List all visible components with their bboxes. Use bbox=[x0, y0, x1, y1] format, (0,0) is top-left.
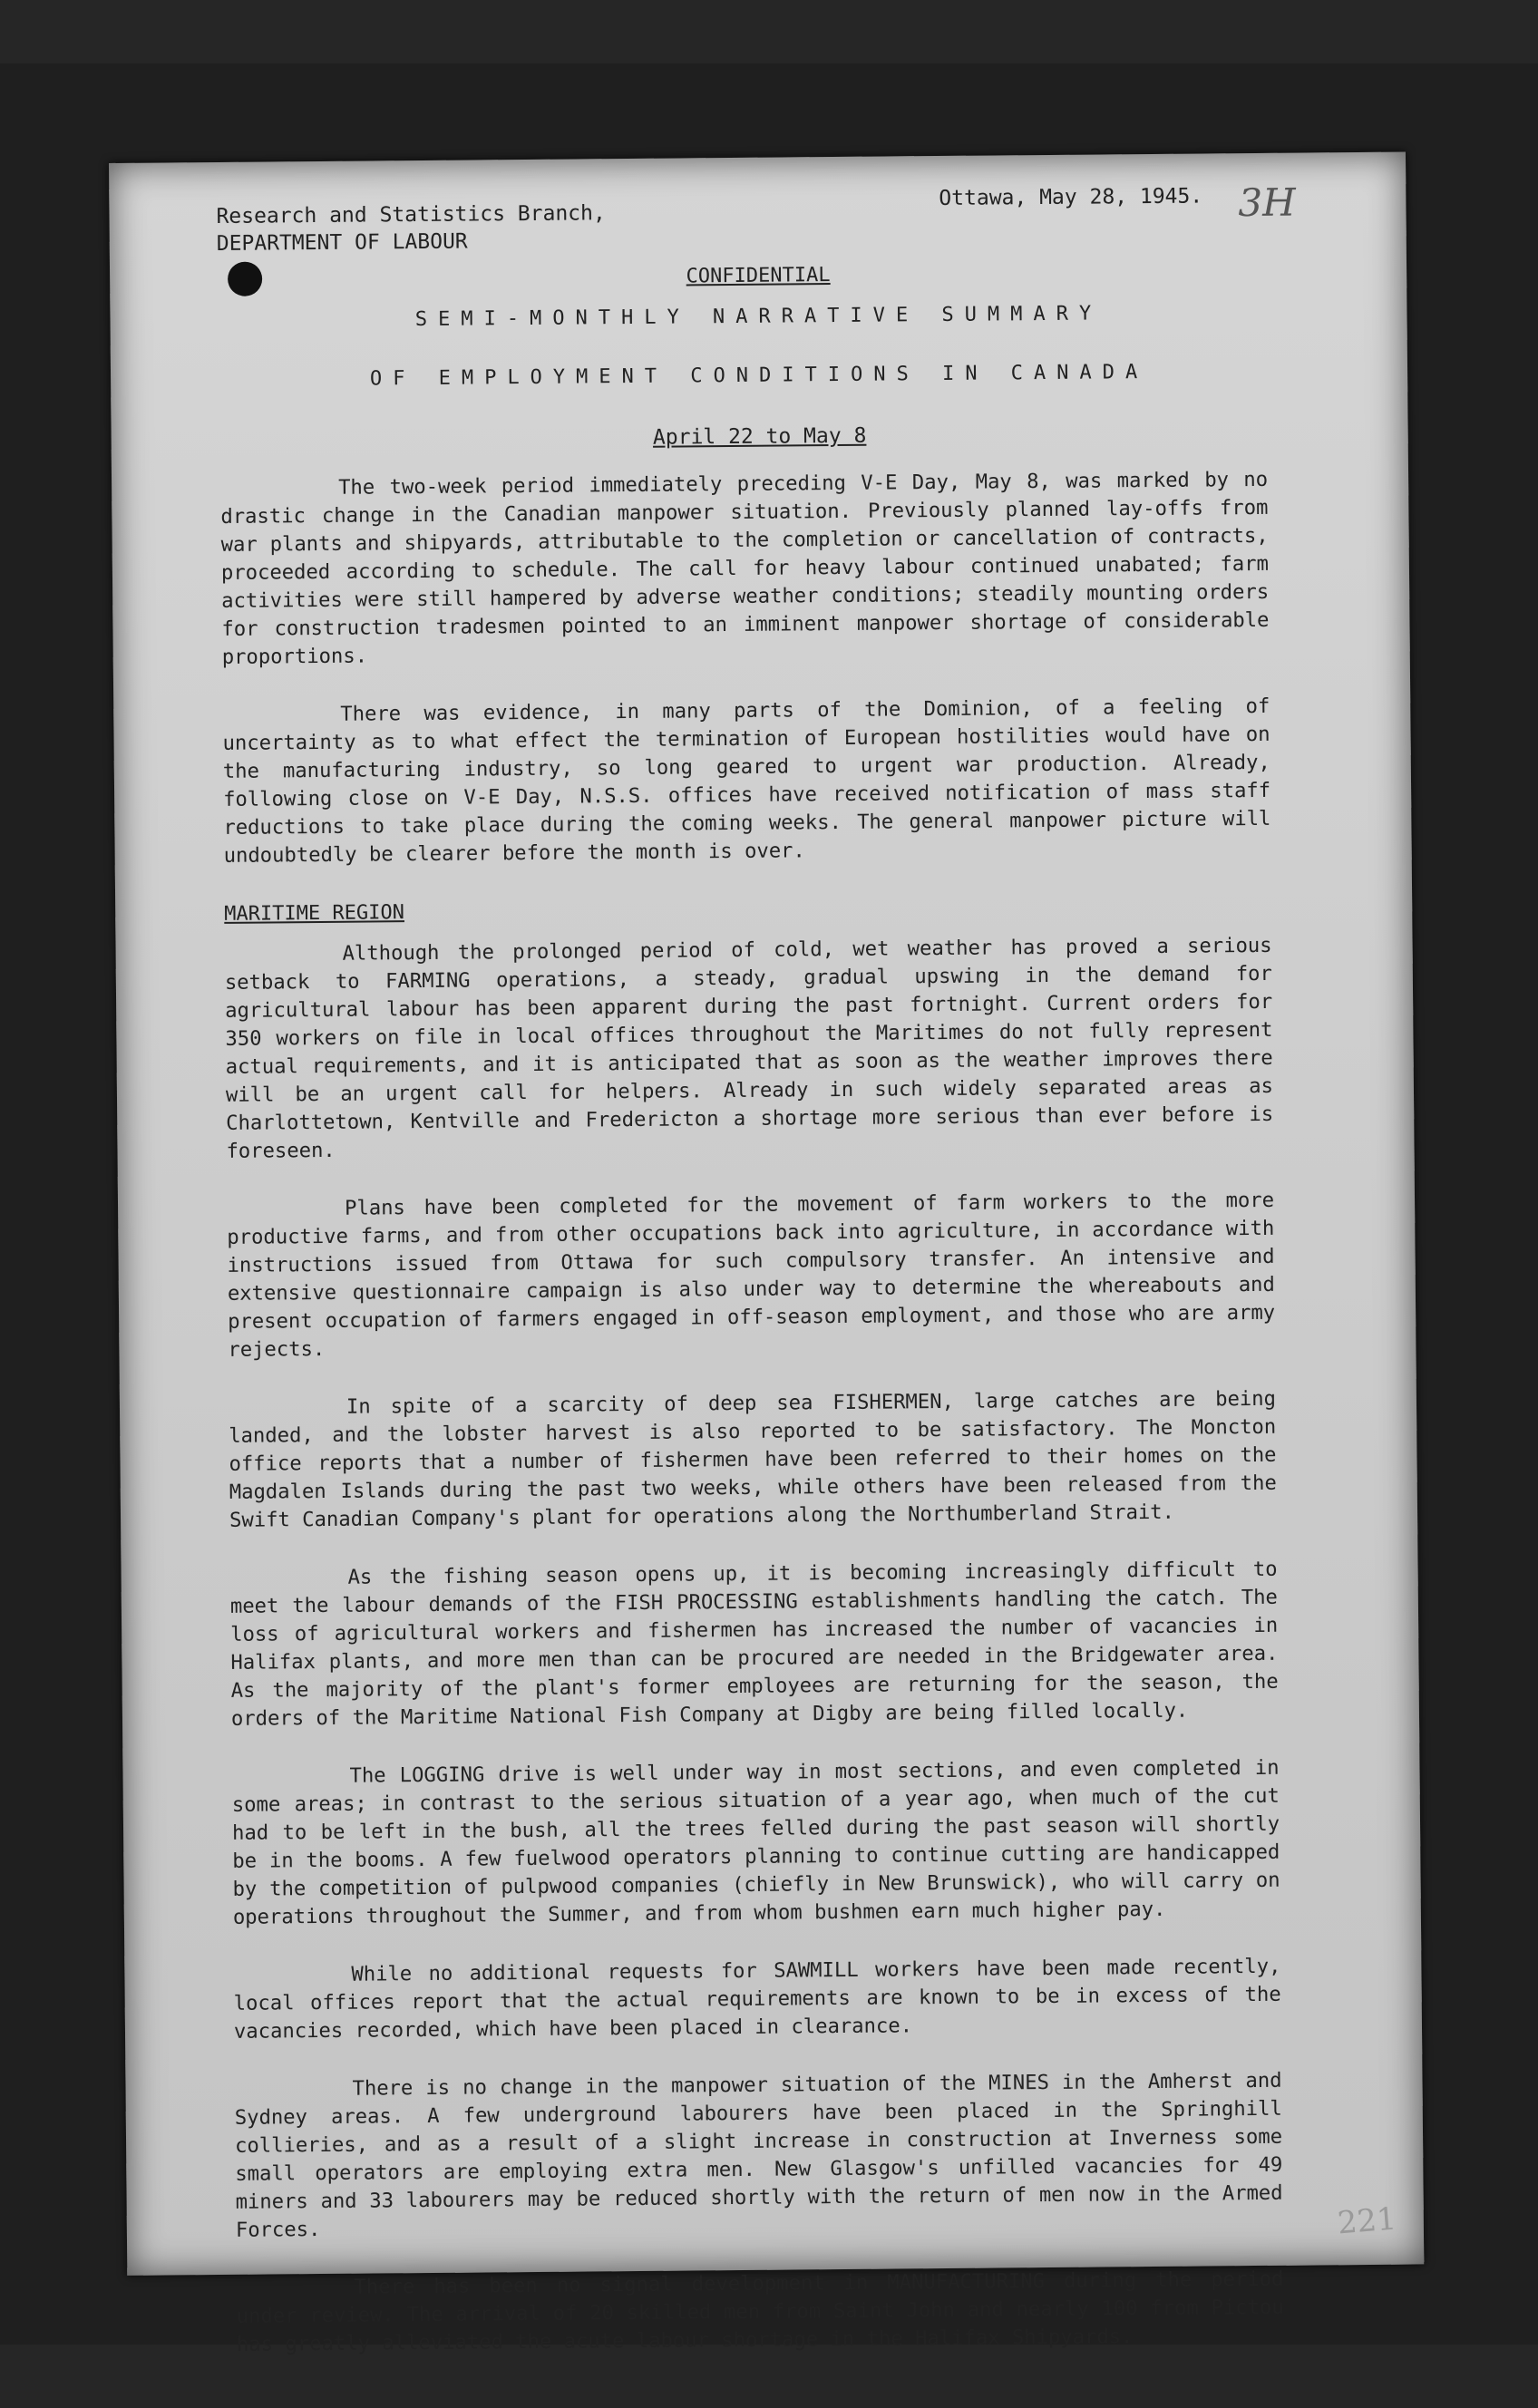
maritime-paragraph-sawmill: While no additional requests for SAWMILL workers have been made recently, local offices report that the actual requirements are known to be in excess of the vacancies recorded, which have been placed in clearance. bbox=[233, 1954, 1281, 2044]
film-edge-top bbox=[0, 0, 1538, 63]
report-period: April 22 to May 8 bbox=[652, 423, 867, 450]
maritime-paragraph-farming: Although the prolonged period of cold, wet weather has proved a serious setback to FARMING operations, a steady, gradual upswing in the demand for agricultural labour has been apparent during the past fortnight. Current orders for 350 workers on file in local offices throughout the Maritimes do not fully represent actual requirements, and it is anticipated that as soon as the weather improves there will be an urgent call for helpers. Already in such widely separated areas as Charlottetown, Kentville and Fredericton a shortage more serious than ever before is foreseen. bbox=[224, 933, 1274, 1163]
intro-paragraph-1: The two-week period immediately preceding V-E Day, May 8, was marked by no drastic change in the Canadian manpower situation. Previously planned lay-offs from war plants and shipyards, attributable to the completion or cancellation of contracts, proceeded according to schedule. The call for heavy labour continued unabated; farm activities were still hampered by adverse weather conditions; steadily mounting orders for construction tradesmen pointed to an imminent manpower shortage of considerable proportions. bbox=[220, 467, 1270, 669]
maritime-paragraph-fish-processing: As the fishing season opens up, it is becoming increasingly difficult to meet the labour demands of the FISH PROCESSING establishments handling the catch. The loss of agricultural workers and fishermen has increased the number of vacancies in Halifax plants, and more men than can be procured are needed in the Bridgewater area. As the majority of the plant's former employees are returning for the season, the orders of the Maritime National Fish Company at Digby are being filled locally. bbox=[229, 1557, 1279, 1731]
maritime-paragraph-farm-transfer: Plans have been completed for the movement of farm workers to the more productive farms, and from other occupations back into agriculture, in accordance with instructions issued from Ottawa for such compulsory transfer. An intensive and extensive questionnaire campaign is also under way to determine the whereabouts and present occupation of farmers engaged in off-season employment, and those who are army rejects. bbox=[227, 1188, 1276, 1362]
document-date: Ottawa, May 28, 1945. bbox=[939, 184, 1203, 211]
letterhead bbox=[216, 199, 606, 257]
maritime-paragraph-logging: The LOGGING drive is well under way in most sections, and even completed in some areas; in contrast to the serious situation of a year ago, when much of the cut had to be left in the bush, all the trees felled during the past season will shortly be in the booms. A few fuelwood operators planning to continue cutting are handicapped by the competition of pulpwood companies (chiefly in New Brunswick), who will carry on operations throughout the Summer, and from whom bushmen earn much higher pay. bbox=[231, 1755, 1280, 1929]
title-line-1: SEMI-MONTHLY NARRATIVE SUMMARY bbox=[414, 302, 1103, 332]
section-heading-maritime: MARITIME REGION bbox=[224, 901, 405, 926]
maritime-paragraph-mines: There is no change in the manpower situation of the MINES in the Amherst and Sydney areas. A few underground labourers have been placed in the Springhill collieries, and as a result of a slight increase in construction at Inverness some small operators are employing extra men. New Glasgow's unfilled vacancies for 49 miners and 33 labourers may be reduced shortly with the return of men now in the Armed Forces. bbox=[234, 2068, 1283, 2242]
maritime-paragraph-manufacturing: There has been no signal development in MANUFACTURING during the period under review. The arrival of 20 skilled men from Saint John and nearly 100 from Pictou has greatly alleviated the acute labour shortage in the Halifax Shipyards. bbox=[236, 2267, 1284, 2356]
handwritten-page-mark: 3H bbox=[1238, 180, 1296, 226]
intro-paragraph-2: There was evidence, in many parts of the Dominion, of a feeling of uncertainty as to what effect the termination of European hostilities would have on the manufacturing industry, so long geared to urgent war production. Already, following close on V-E Day, N.S.S. offices have received notification of mass staff reductions to take place during the coming weeks. The general manpower picture will undoubtedly be clearer before the month is over. bbox=[222, 694, 1271, 868]
document-page bbox=[109, 152, 1424, 2356]
archive-stamp-number: 221 bbox=[1336, 2200, 1398, 2242]
document-body bbox=[220, 466, 1284, 2389]
title-line-2: OF EMPLOYMENT CONDITIONS IN CANADA bbox=[369, 361, 1149, 391]
department-name: DEPARTMENT OF LABOUR bbox=[216, 229, 468, 256]
branch-name: Research and Statistics Branch, bbox=[216, 201, 606, 228]
confidential-heading: CONFIDENTIAL bbox=[686, 264, 831, 288]
maritime-paragraph-fishermen: In spite of a scarcity of deep sea FISHERMEN, large catches are being landed, and the lobster harvest is also reported to be satisfactory. The Moncton office reports that a number of fishermen have been referred to their homes on the Magdalen Islands during the past two weeks, while others have been released from the Swift Canadian Company's plant for operations along the Northumberland Strait. bbox=[229, 1386, 1277, 1532]
